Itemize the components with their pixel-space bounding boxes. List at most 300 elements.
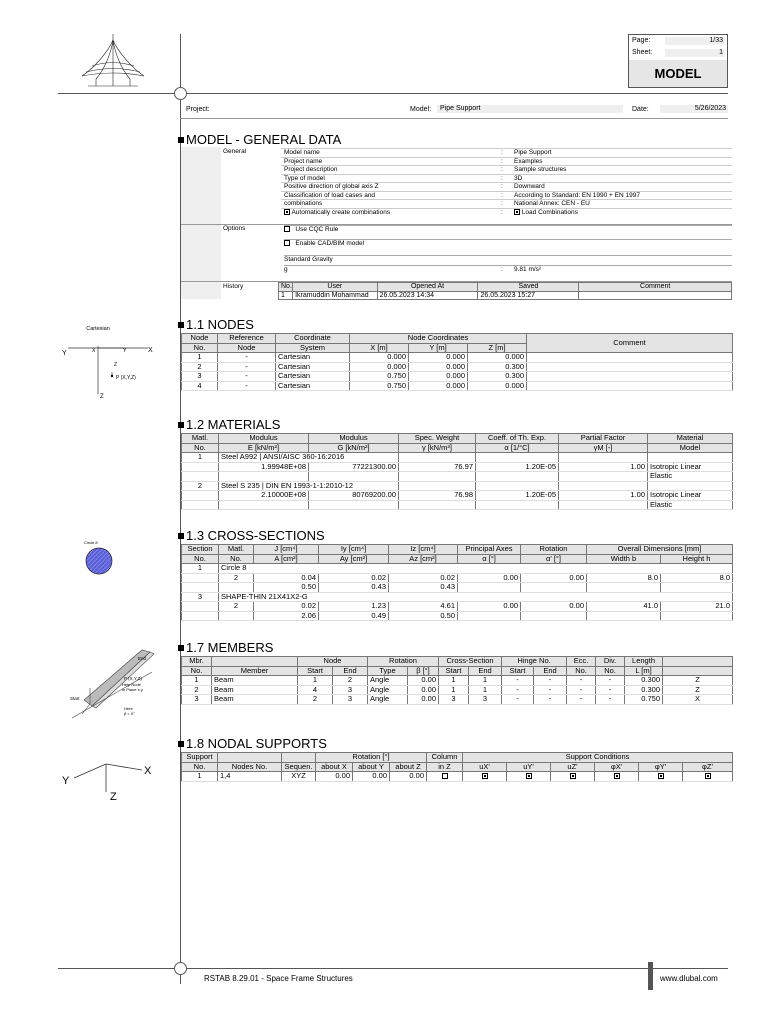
table-row — [182, 564, 733, 574]
history-header: Comment — [579, 283, 732, 292]
cqc-checkbox[interactable] — [284, 226, 290, 232]
column-header: φX' — [595, 762, 639, 772]
column-header: Material — [648, 434, 733, 444]
column-header: Iy [cm⁴] — [319, 545, 389, 555]
table-cell — [458, 611, 521, 621]
history-header: No. — [279, 283, 293, 292]
table-cell: Z — [663, 685, 733, 695]
tent-logo-icon — [78, 32, 148, 88]
table-row — [182, 481, 733, 491]
table-row — [182, 772, 733, 782]
section-title-nodes: 1.1 NODES — [178, 318, 254, 332]
column-header: Height h — [661, 554, 733, 564]
column-header: Length — [625, 657, 663, 667]
table-row — [182, 500, 733, 510]
table-cell — [182, 491, 219, 501]
column-header: E [kN/m²] — [219, 443, 309, 453]
table-cell: 2 — [333, 676, 368, 686]
table-cell: 0.750 — [350, 381, 409, 391]
table-cell: 0.000 — [409, 362, 468, 372]
model-value: Pipe Support — [437, 105, 623, 113]
table-row — [182, 353, 733, 363]
table-cell: 0.49 — [319, 611, 389, 621]
table-cell: X — [663, 695, 733, 705]
table-cell: 2 — [182, 362, 218, 372]
table-cell: Cartesian — [276, 353, 350, 363]
table-cell: 4 — [298, 685, 333, 695]
table-cell: 2 — [219, 573, 254, 583]
column-header: Az [cm²] — [389, 554, 458, 564]
table-cell: 1 — [182, 353, 218, 363]
nodes-table — [181, 333, 733, 391]
load-combo-checkbox[interactable] — [514, 209, 520, 215]
date-label: Date: — [632, 106, 649, 113]
table-cell: Cartesian — [276, 381, 350, 391]
column-header: uX' — [463, 762, 507, 772]
history-cell: 1 — [279, 291, 293, 300]
table-cell: 4 — [182, 381, 218, 391]
sheet-value: 1 — [665, 49, 725, 57]
svg-text:in Plane x-y: in Plane x-y — [122, 687, 143, 692]
table-cell: 0.00 — [408, 695, 439, 705]
support-checkbox[interactable] — [658, 773, 664, 779]
table-cell: - — [502, 695, 534, 705]
table-row — [182, 583, 733, 593]
column-header: Member — [212, 666, 298, 676]
table-cell: 80769200.00 — [309, 491, 399, 501]
column-header: Coordinate — [276, 334, 350, 344]
table-row — [182, 372, 733, 382]
column-header: Support Conditions — [463, 753, 733, 763]
table-cell: 3 — [182, 695, 212, 705]
table-cell: 0.00 — [316, 772, 353, 782]
general-label: General — [223, 148, 247, 155]
header-divider — [58, 93, 728, 94]
table-cell — [587, 583, 661, 593]
table-row — [182, 611, 733, 621]
model-label: Model: — [410, 106, 432, 113]
general-row: Type of model : 3D — [281, 174, 732, 182]
column-header — [282, 753, 316, 763]
table-cell: Elastic — [648, 500, 733, 510]
table-cell: 2.10000E+08 — [219, 491, 309, 501]
history-cell: 26.05.2023 14:34 — [377, 291, 478, 300]
table-cell: - — [502, 676, 534, 686]
table-cell — [559, 453, 648, 463]
table-cell: 3 — [182, 592, 219, 602]
table-cell: XYZ — [282, 772, 316, 782]
table-row — [182, 453, 733, 463]
table-cell: 8.0 — [661, 573, 733, 583]
svg-text:Z: Z — [110, 791, 117, 802]
column-header: Nodes No. — [218, 762, 282, 772]
column-header: Section — [182, 545, 219, 555]
support-condition-cell — [507, 772, 551, 782]
column-header — [663, 666, 733, 676]
global-axes-icon — [60, 756, 160, 802]
column-header: γ [kN/m³] — [399, 443, 476, 453]
gravity-value: 9.81 m/s² — [514, 266, 542, 273]
table-row — [182, 695, 733, 705]
table-cell — [648, 481, 733, 491]
table-cell: 0.00 — [458, 602, 521, 612]
column-header: A [cm²] — [254, 554, 319, 564]
cad-checkbox[interactable] — [284, 240, 290, 246]
table-cell — [182, 583, 219, 593]
column-header: Div. — [596, 657, 625, 667]
column-header: about Z — [390, 762, 427, 772]
table-cell: 0.000 — [468, 381, 527, 391]
table-cell: 0.00 — [408, 685, 439, 695]
option-cqc — [284, 225, 732, 234]
support-checkbox[interactable] — [570, 773, 576, 779]
table-cell: 1 — [182, 676, 212, 686]
table-cell: - — [534, 676, 567, 686]
table-cell: 0.000 — [409, 372, 468, 382]
table-cell: Isotropic Linear — [648, 462, 733, 472]
table-cell: 1.20E-05 — [476, 491, 559, 501]
column-header: Start — [298, 666, 333, 676]
table-cell: 8.0 — [587, 573, 661, 583]
column-header: System — [276, 343, 350, 353]
table-cell: 3 — [182, 372, 218, 382]
table-cell: 0.300 — [468, 362, 527, 372]
column-checkbox[interactable] — [442, 773, 448, 779]
table-cell — [527, 381, 733, 391]
table-cell: - — [218, 353, 276, 363]
table-cell: 0.02 — [254, 602, 319, 612]
column-header: Hinge No. — [502, 657, 567, 667]
table-cell: 2.06 — [254, 611, 319, 621]
support-condition-cell — [683, 772, 733, 782]
margin-circle-bottom — [174, 962, 187, 975]
svg-text:X: X — [148, 347, 153, 354]
support-condition-cell — [463, 772, 507, 782]
column-header: Start — [502, 666, 534, 676]
table-cell — [399, 481, 476, 491]
column-header: α [°] — [458, 554, 521, 564]
general-row: Project name : Examples — [281, 157, 732, 165]
support-condition-cell — [639, 772, 683, 782]
section-title-sections: 1.3 CROSS-SECTIONS — [178, 529, 325, 543]
project-underline — [180, 118, 728, 119]
supports-table — [181, 752, 733, 782]
table-cell: Cartesian — [276, 372, 350, 382]
general-row: Automatically create combinations : Load Combinations — [281, 208, 732, 216]
table-cell: 1 — [469, 676, 502, 686]
material-name: Steel S 235 | DIN EN 1993-1-1:2010-12 — [219, 481, 399, 491]
column-header: No. — [596, 666, 625, 676]
table-cell: 0.00 — [521, 602, 587, 612]
svg-text:Y: Y — [62, 775, 70, 787]
svg-text:Help Node: Help Node — [122, 682, 141, 687]
column-header: β [°] — [408, 666, 439, 676]
table-cell: - — [218, 362, 276, 372]
sections-table — [181, 544, 733, 621]
column-header: X [m] — [350, 343, 409, 353]
footer-software: RSTAB 8.29.01 - Space Frame Structures — [204, 974, 353, 983]
table-cell: 0.43 — [319, 583, 389, 593]
svg-text:P (X,Y,Z): P (X,Y,Z) — [124, 676, 142, 681]
column-header: Rotation — [368, 657, 439, 667]
material-name: Steel A992 | ANSI/AISC 360-16:2016 — [219, 453, 399, 463]
table-cell: 0.000 — [468, 353, 527, 363]
table-row — [182, 602, 733, 612]
page-value: 1/33 — [665, 37, 725, 45]
table-cell: - — [502, 685, 534, 695]
table-cell: 1.23 — [319, 602, 389, 612]
table-cell: Beam — [212, 695, 298, 705]
table-cell: 3 — [439, 695, 469, 705]
history-cell: Ikramuddin Mohammad — [293, 291, 377, 300]
table-cell: 2 — [219, 602, 254, 612]
section-title-supports: 1.8 NODAL SUPPORTS — [178, 737, 327, 751]
column-header — [212, 657, 298, 667]
fig-cartesian-label: Cartesian — [86, 326, 110, 332]
column-header: Rotation — [521, 545, 587, 555]
table-cell: Isotropic Linear — [648, 491, 733, 501]
section-name: SHAPE-THIN 21X41X2-G — [219, 592, 733, 602]
members-table — [181, 656, 733, 705]
table-cell — [458, 583, 521, 593]
table-cell: 0.02 — [389, 573, 458, 583]
column-header: L [m] — [625, 666, 663, 676]
svg-text:Y: Y — [62, 350, 67, 357]
table-cell: 0.50 — [254, 583, 319, 593]
materials-table — [181, 433, 733, 510]
table-cell — [661, 583, 733, 593]
general-row: Positive direction of global axis Z : Downward — [281, 182, 732, 190]
table-cell — [219, 500, 309, 510]
gravity-label: Standard Gravity — [284, 255, 732, 264]
table-cell — [648, 453, 733, 463]
table-cell — [219, 611, 254, 621]
table-cell: Beam — [212, 676, 298, 686]
table-row — [182, 381, 733, 391]
column-header: Iz [cm⁴] — [389, 545, 458, 555]
table-cell: 76.97 — [399, 462, 476, 472]
table-cell: 0.00 — [408, 676, 439, 686]
column-header: Node — [182, 334, 218, 344]
table-cell — [476, 481, 559, 491]
table-cell: 1 — [182, 772, 218, 782]
table-cell — [527, 372, 733, 382]
project-label: Project: — [186, 106, 210, 113]
table-cell: - — [596, 695, 625, 705]
table-cell — [559, 472, 648, 482]
table-cell: - — [218, 372, 276, 382]
column-header: No. — [219, 554, 254, 564]
column-header: uZ' — [551, 762, 595, 772]
table-cell: 0.02 — [319, 573, 389, 583]
table-cell: 0.000 — [350, 362, 409, 372]
table-cell: 0.04 — [254, 573, 319, 583]
svg-text:Here: Here — [124, 706, 133, 711]
table-cell: 1,4 — [218, 772, 282, 782]
support-checkbox[interactable] — [526, 773, 532, 779]
sheet-label: Sheet: — [632, 49, 653, 56]
column-header: about X — [316, 762, 353, 772]
table-cell: - — [534, 695, 567, 705]
table-cell: 1.00 — [559, 462, 648, 472]
margin-circle-top — [174, 87, 187, 100]
table-cell: 3 — [333, 695, 368, 705]
footer-bar — [648, 962, 653, 990]
column-header: Reference — [218, 334, 276, 344]
column-header: End — [333, 666, 368, 676]
column-header: No. — [182, 666, 212, 676]
table-cell: 0.300 — [625, 685, 663, 695]
svg-text:End: End — [138, 656, 147, 661]
general-row: Model name : Pipe Support — [281, 148, 732, 156]
cad-label: Enable CAD/BIM model — [295, 240, 365, 247]
column-header: Principal Axes — [458, 545, 521, 555]
table-cell — [476, 453, 559, 463]
page-title: MODEL — [629, 60, 727, 87]
column-header: End — [534, 666, 567, 676]
table-cell — [219, 472, 309, 482]
column-header: Cross-Section — [439, 657, 502, 667]
column-header: G [kN/m²] — [309, 443, 399, 453]
column-header: φZ' — [683, 762, 733, 772]
column-header: Ay [cm²] — [319, 554, 389, 564]
column-header — [663, 657, 733, 667]
table-cell — [182, 462, 219, 472]
table-cell: 1.99948E+08 — [219, 462, 309, 472]
table-cell: 0.000 — [409, 381, 468, 391]
table-cell — [661, 611, 733, 621]
table-cell — [182, 472, 219, 482]
table-cell — [399, 472, 476, 482]
auto-combo-checkbox[interactable] — [284, 209, 290, 215]
column-header: Modulus — [309, 434, 399, 444]
column-header: No. — [182, 443, 219, 453]
table-cell: 3 — [469, 695, 502, 705]
table-cell — [399, 500, 476, 510]
column-header: in Z — [427, 762, 463, 772]
footer-website[interactable]: www.dlubal.com — [660, 974, 718, 983]
column-header: End — [469, 666, 502, 676]
column-header: J [cm⁴] — [254, 545, 319, 555]
column-header: Y [m] — [409, 343, 468, 353]
table-cell: Angle — [368, 685, 408, 695]
table-cell — [219, 583, 254, 593]
table-cell: 1.00 — [559, 491, 648, 501]
table-cell — [182, 611, 219, 621]
section-title-materials: 1.2 MATERIALS — [178, 418, 280, 432]
general-row: Project description : Sample structures — [281, 165, 732, 173]
table-cell: 77221300.00 — [309, 462, 399, 472]
column-header: uY' — [507, 762, 551, 772]
table-cell: Z — [663, 676, 733, 686]
general-rows — [281, 147, 732, 223]
column-header: Rotation [°] — [316, 753, 427, 763]
table-cell: 0.00 — [353, 772, 390, 782]
column-in-z-cell — [427, 772, 463, 782]
circle-section-icon — [84, 546, 114, 576]
column-header: Width b — [587, 554, 661, 564]
history-cell — [579, 291, 732, 300]
support-condition-cell — [595, 772, 639, 782]
column-header — [218, 753, 282, 763]
general-row: Classification of load cases and : According to Standard: EN 1990 + EN 1997 — [281, 191, 732, 199]
table-cell: 2 — [182, 685, 212, 695]
column-header: Spec. Weight — [399, 434, 476, 444]
column-header: Model — [648, 443, 733, 453]
column-header: No. — [567, 666, 596, 676]
table-row — [182, 592, 733, 602]
column-header: Z [m] — [468, 343, 527, 353]
table-cell: - — [596, 676, 625, 686]
table-cell: 0.750 — [625, 695, 663, 705]
column-header: Support — [182, 753, 218, 763]
section-title-general: MODEL - GENERAL DATA — [178, 133, 341, 147]
table-cell — [399, 453, 476, 463]
member-orientation-icon — [62, 648, 162, 720]
table-cell: 0.00 — [458, 573, 521, 583]
table-cell: Angle — [368, 695, 408, 705]
table-cell — [476, 500, 559, 510]
table-cell: 0.00 — [521, 573, 587, 583]
svg-text:Start: Start — [70, 696, 80, 701]
support-checkbox[interactable] — [705, 773, 711, 779]
page-label: Page: — [632, 37, 651, 44]
table-cell: 2 — [298, 695, 333, 705]
table-cell: 4.61 — [389, 602, 458, 612]
table-cell: - — [534, 685, 567, 695]
table-row — [182, 676, 733, 686]
table-row — [182, 685, 733, 695]
table-cell: Elastic — [648, 472, 733, 482]
options-label: Options — [223, 225, 246, 232]
table-cell: 41.0 — [587, 602, 661, 612]
table-cell — [587, 611, 661, 621]
support-checkbox[interactable] — [482, 773, 488, 779]
table-cell: 2 — [182, 481, 219, 491]
table-cell: 0.50 — [389, 611, 458, 621]
history-header: Opened At — [377, 283, 478, 292]
column-header: Sequen. — [282, 762, 316, 772]
column-header: Node — [298, 657, 368, 667]
table-cell: 3 — [333, 685, 368, 695]
column-header: Mbr. — [182, 657, 212, 667]
option-cad — [284, 239, 732, 248]
table-cell: - — [567, 676, 596, 686]
table-row — [182, 462, 733, 472]
svg-text:Z: Z — [100, 394, 104, 400]
table-cell: - — [596, 685, 625, 695]
cqc-label: Use CQC Rule — [295, 226, 339, 233]
column-header: No. — [182, 762, 218, 772]
table-cell: 1.20E-05 — [476, 462, 559, 472]
column-header: α [1/°C] — [476, 443, 559, 453]
history-grid — [278, 282, 732, 300]
table-cell — [309, 500, 399, 510]
table-cell: 0.000 — [350, 353, 409, 363]
svg-text:Y: Y — [123, 348, 127, 354]
footer-divider — [58, 968, 728, 969]
table-row — [182, 491, 733, 501]
cartesian-coordinate-icon — [58, 322, 158, 400]
support-checkbox[interactable] — [614, 773, 620, 779]
table-cell: 0.000 — [409, 353, 468, 363]
gravity-symbol: g — [284, 265, 732, 274]
column-header: Coeff. of Th. Exp. — [476, 434, 559, 444]
date-value: 5/26/2023 — [660, 105, 728, 113]
history-header: User — [293, 283, 377, 292]
column-header: Ecc. — [567, 657, 596, 667]
table-cell: Beam — [212, 685, 298, 695]
